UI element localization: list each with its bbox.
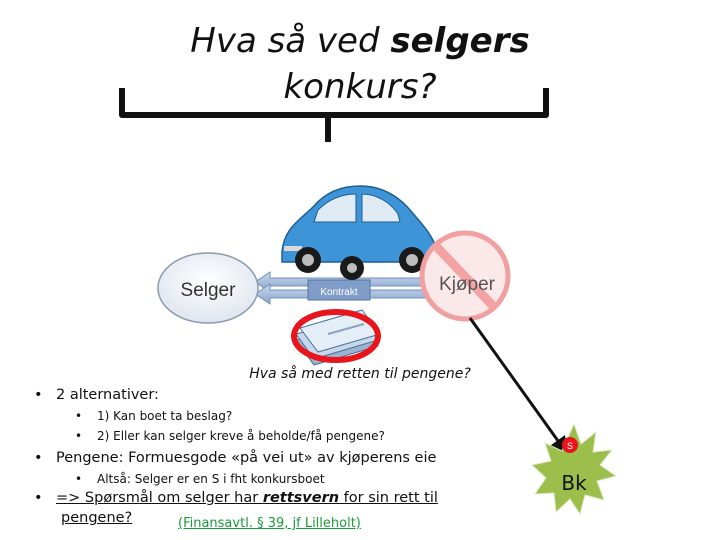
bullet-question-line2: pengene? xyxy=(61,510,133,526)
bullet-question-rettsvern: • => Spørsmål om selger har rettsvern for sin rett til xyxy=(34,490,438,506)
contract-label: Kontrakt xyxy=(320,287,358,298)
title-bracket xyxy=(122,88,546,142)
question-text: Hva så med retten til pengene? xyxy=(249,366,471,382)
bullet-money-sub: • Altså: Selger er en S i fht konkursboet xyxy=(75,472,325,486)
car-icon xyxy=(282,186,438,280)
rettsvern-emphasis: rettsvern xyxy=(262,490,340,506)
bullet-money: • Pengene: Formuesgode «på vei ut» av kjøperens eie xyxy=(34,450,437,466)
title-line-2: konkurs? xyxy=(283,67,437,107)
bullet-alternatives: • 2 alternativer: xyxy=(34,387,159,403)
title-line-1: Hva så ved selgers xyxy=(190,21,530,61)
title-bold-word: selgers xyxy=(390,21,530,61)
buyer-to-estate-arrow xyxy=(470,318,566,452)
buyer-label: Kjøper xyxy=(439,274,495,295)
legal-reference-link[interactable]: (Finansavtl. § 39, jf Lilleholt) xyxy=(178,516,361,531)
seller-creditor-label: S xyxy=(566,441,574,451)
bankruptcy-estate-label: Bk xyxy=(561,471,587,495)
bullet-alternative-1: • 1) Kan boet ta beslag? xyxy=(75,409,233,423)
bullet-alternative-2: • 2) Eller kan selger kreve å beholde/få pengene? xyxy=(75,429,385,443)
bankruptcy-starburst xyxy=(532,424,616,514)
seller-label: Selger xyxy=(180,280,236,301)
